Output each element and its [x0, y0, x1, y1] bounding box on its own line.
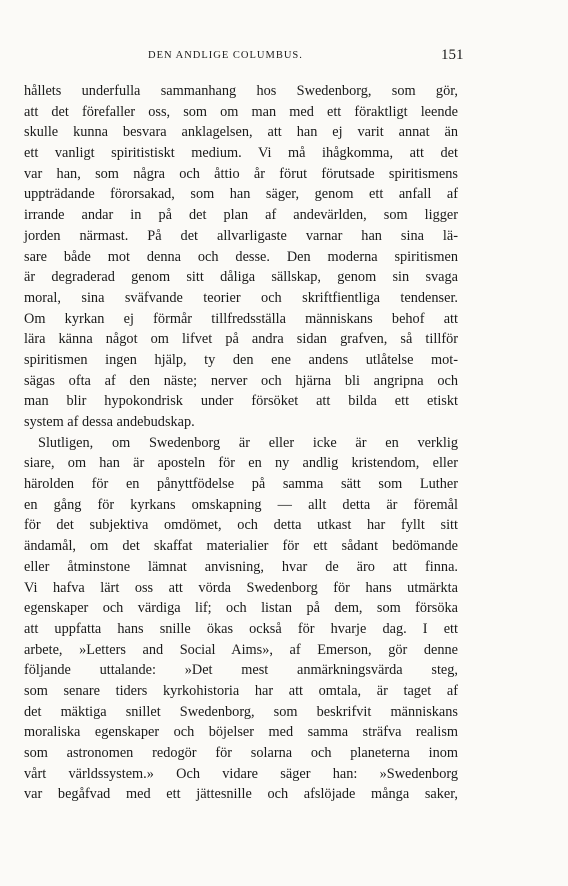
text-line: hållets underfulla sammanhang hos Swedenborg, som gör,	[24, 83, 458, 99]
paragraph-end-line: system af dessa andebudskap.	[24, 414, 195, 430]
text-line: egenskaper och värdiga lif; och listan på dem, som försöka	[24, 600, 458, 617]
text-line: var han, som några och åttio år förut förutsade spiritismens	[24, 165, 458, 182]
text-line: som senare tiders kyrkohistoria har att omtala, är taget af	[24, 682, 458, 699]
running-head	[0, 47, 568, 67]
text-line: eller åtminstone lämnat anvisning, hvar de äro att finna.	[24, 558, 458, 575]
text-line: var begåfvad med ett jättesnille och afslöjade många saker,	[24, 786, 458, 803]
text-line: för det subjektiva omdömet, och detta utkast har fyllt sitt	[24, 517, 458, 534]
text-line: jorden närmast. På det allvarligaste varnar han sina lä-	[24, 227, 458, 244]
text-line: ett vanligt spiritistiskt medium. Vi må ihågkomma, att det	[24, 145, 458, 162]
text-line: sare både mot denna och desse. Den moderna spiritismen	[24, 248, 458, 265]
text-line: skulle kunna besvara anklagelsen, att han ej varit annat än	[24, 124, 458, 141]
text-line: irrande andar in på det plan af andevärlden, som ligger	[24, 207, 458, 224]
text-line: Vi hafva lärt oss att vörda Swedenborg för hans utmärkta	[24, 579, 458, 596]
text-line: att uppfatta hans snille ökas också för hvarje dag. I ett	[24, 620, 458, 637]
text-line: man blir hypokondrisk under försöket att bilda ett etiskt	[24, 393, 458, 410]
text-line: vårt världssystem.» Och vidare säger han: »Swedenborg	[24, 765, 458, 782]
text-line: spiritismen ingen hjälp, ty den ene andens utlåtelse mot-	[24, 351, 458, 368]
paragraph-start-line: Slutligen, om Swedenborg är eller icke är en verklig	[38, 434, 458, 451]
text-line: siare, om han är aposteln för en ny andlig kristendom, eller	[24, 455, 458, 472]
text-line: moraliska egenskaper och böjelser med samma sträfva realism	[24, 724, 458, 741]
body-text	[24, 81, 458, 805]
text-line: uppträdande förorsakad, som han säger, genom ett anfall af	[24, 186, 458, 203]
text-line: följande uttalande: »Det mest anmärkningsvärda steg,	[24, 662, 458, 679]
text-line: en gång för kyrkans omskapning — allt detta är föremål	[24, 496, 458, 513]
page-number: 151	[441, 47, 464, 63]
text-line: härolden för en pånyttfödelse på samma sätt som Luther	[24, 476, 458, 493]
text-line: att det förefaller oss, som om man med ett föraktligt leende	[24, 103, 458, 120]
text-line: arbete, »Letters and Social Aims», af Emerson, gör denne	[24, 641, 458, 658]
text-line: som astronomen redogör för solarna och planeterna inom	[24, 745, 458, 761]
text-line: ändamål, om det skaffat materialier för ett sådant bedömande	[24, 538, 458, 555]
text-line: moral, sina sväfvande teorier och skriftfientliga tendenser.	[24, 289, 458, 306]
text-line: Om kyrkan ej förmår tillfredsställa människans behof att	[24, 310, 458, 327]
text-line: lära känna något om lifvet på andra sidan grafven, så tillför	[24, 331, 458, 348]
text-line: sägas ofta af den näste; nerver och hjärna bli angripna och	[24, 372, 458, 389]
text-line: är degraderad genom sitt dåliga sällskap, genom sin svaga	[24, 269, 458, 286]
running-title: DEN ANDLIGE COLUMBUS.	[148, 50, 303, 61]
text-line: det mäktiga snillet Swedenborg, som beskrifvit människans	[24, 703, 458, 720]
